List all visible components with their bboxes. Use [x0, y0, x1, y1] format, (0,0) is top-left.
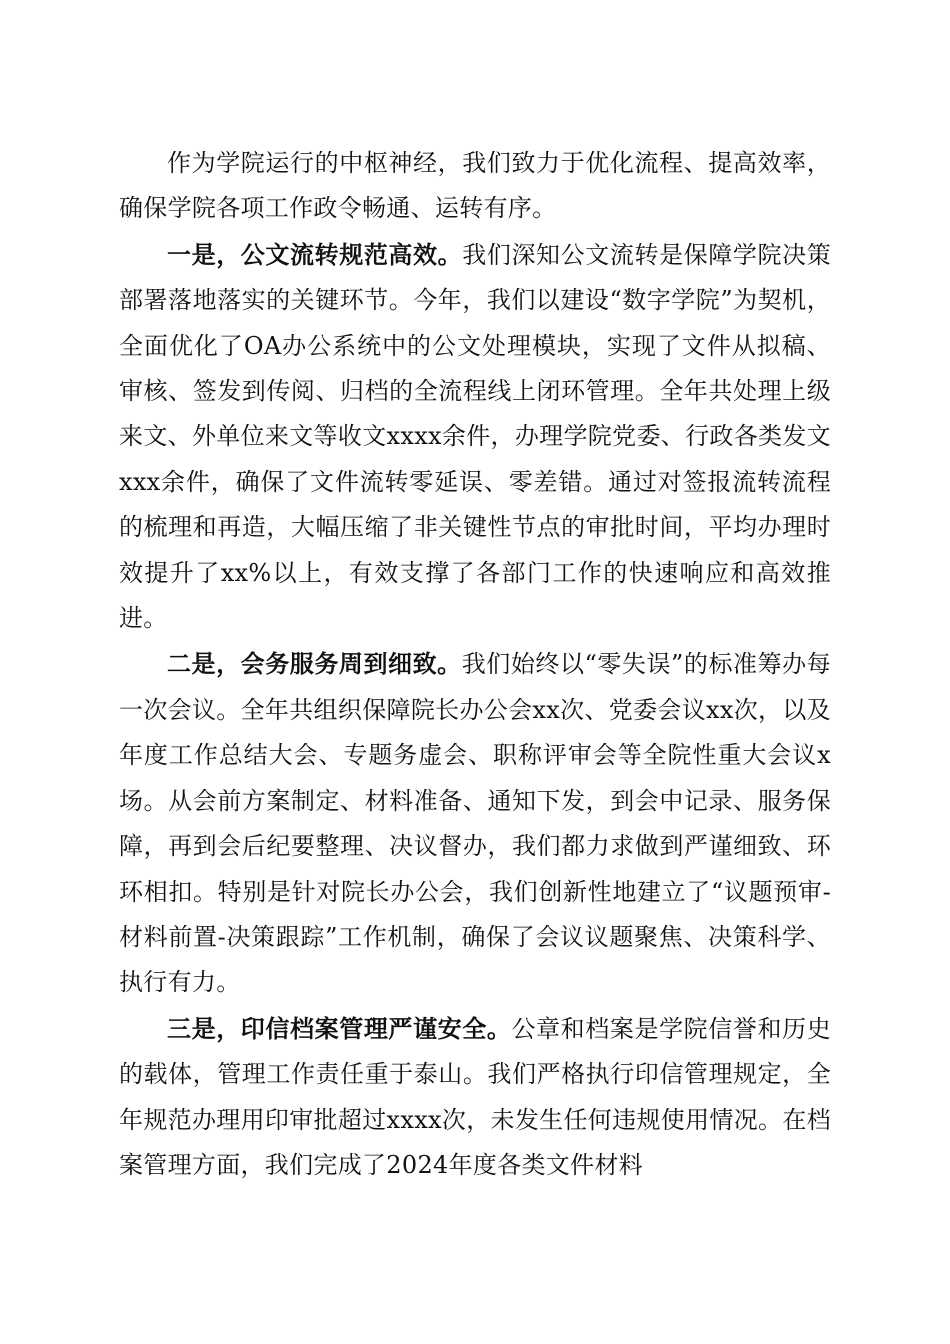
paragraph-heading: 三是，印信档案管理严谨安全。 [167, 1013, 512, 1043]
paragraph-heading: 二是，会务服务周到细致。 [167, 649, 462, 679]
paragraph-text: 我们深知公文流转是保障学院决策部署落地落实的关键环节。今年，我们以建设“数字学院”为契机，全面优化了OA办公系统中的公文处理模块，实现了文件从拟稿、审核、签发到传阅、归档的全流程线上闭环管理。全年共处理上级来文、外单位来文等收文xxxx余件，办理学院党委、行政各类发文xxx余件，确保了文件流转零延误、零差错。通过对签报流转流程的梳理和再造，大幅压缩了非关键性节点的审批时间，平均办理时效提升了xx%以上，有效支撑了各部门工作的快速响应和高效推进。 [119, 240, 831, 633]
paragraph-text: 作为学院运行的中枢神经，我们致力于优化流程、提高效率，确保学院各项工作政令畅通、运转有序。 [119, 149, 831, 223]
document-body [119, 141, 831, 1188]
paragraph-heading: 一是，公文流转规范高效。 [167, 239, 463, 269]
paragraph-text: 公章和档案是学院信誉和历史的载体，管理工作责任重于泰山。我们严格执行印信管理规定，全年规范办理用印审批超过xxxx次，未发生任何违规使用情况。在档案管理方面，我们完成了2024年度各类文件材料 [119, 1014, 831, 1179]
paragraph-meeting-service [119, 641, 831, 1005]
paragraph-intro [119, 141, 831, 232]
paragraph-text: 我们始终以“零失误”的标准筹办每一次会议。全年共组织保障院长办公会xx次、党委会议xx次，以及年度工作总结大会、专题务虚会、职称评审会等全院性重大会议x场。从会前方案制定、材料准备、通知下发，到会中记录、服务保障，再到会后纪要整理、决议督办，我们都力求做到严谨细致、环环相扣。特别是针对院长办公会，我们创新性地建立了“议题预审-材料前置-决策跟踪”工作机制，确保了会议议题聚焦、决策科学、执行有力。 [119, 650, 831, 997]
paragraph-document-flow [119, 232, 831, 642]
paragraph-seal-archive [119, 1006, 831, 1189]
